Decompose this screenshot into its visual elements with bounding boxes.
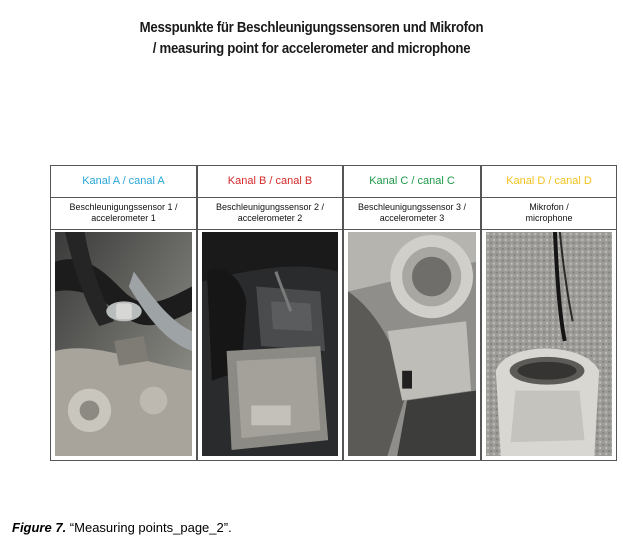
engine-photo-hoses [55,232,192,456]
measuring-points-table [50,165,617,461]
microphone-label [482,198,616,230]
title-line-english: / measuring point for accelerometer and microphone [152,40,471,57]
figure-caption [12,520,232,535]
sensor-2-label-line1: Beschleunigungssensor 2 / [215,202,325,212]
engine-photo-throttle-body [348,232,476,456]
microphone-label-line2: microphone [525,213,573,223]
channel-b-label: Kanal B / canal B [198,166,342,198]
channel-c-label: Kanal C / canal C [344,166,480,198]
engine-photo-control-unit [202,232,338,456]
figure-caption-text: “Measuring points_page_2”. [66,520,232,535]
sensor-1-label-line2: accelerometer 1 [91,213,156,223]
column-channel-a [50,165,197,461]
sensor-3-label [344,198,480,230]
column-channel-c [343,165,481,461]
title-line-german: Messpunkte für Beschleunigungssensoren und Mikrofon [139,19,484,36]
sensor-2-label [198,198,342,230]
sensor-3-label-line1: Beschleunigungssensor 3 / [357,202,467,212]
microphone-label-line1: Mikrofon / [529,202,569,212]
column-channel-b [197,165,343,461]
sensor-2-label-line2: accelerometer 2 [237,213,303,223]
column-channel-d [481,165,617,461]
sensor-1-label-line1: Beschleunigungssensor 1 / [69,202,178,212]
sensor-1-label [51,198,196,230]
engine-photo-heatshield-intake [486,232,612,456]
page-title [37,17,585,59]
channel-d-label: Kanal D / canal D [482,166,616,198]
figure-number: Figure 7. [12,520,67,535]
channel-a-label: Kanal A / canal A [51,166,196,198]
sensor-3-label-line2: accelerometer 3 [379,213,445,223]
